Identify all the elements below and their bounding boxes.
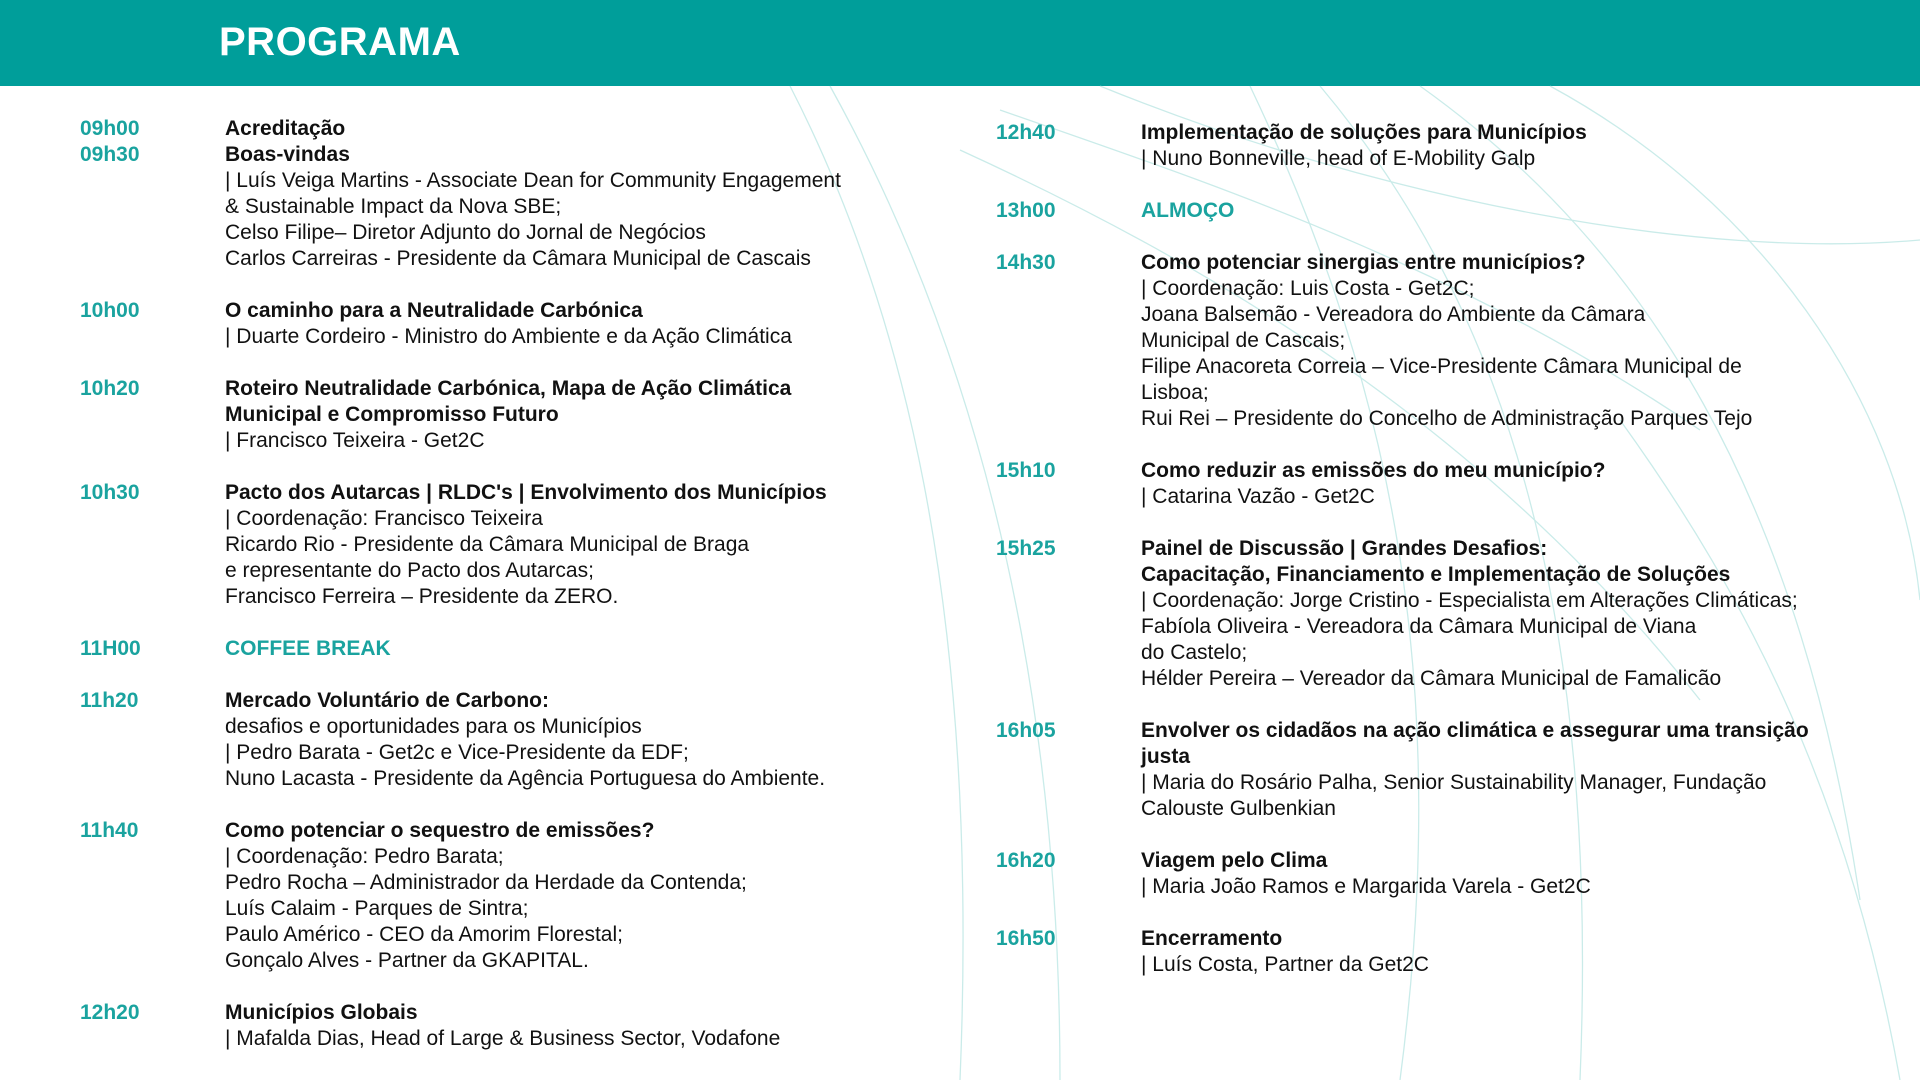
speaker-line: | Duarte Cordeiro - Ministro do Ambiente e da Ação Climática <box>225 325 792 348</box>
schedule-entry <box>996 458 1916 510</box>
session-title: Encerramento <box>1141 927 1283 950</box>
speaker-line: Paulo Américo - CEO da Amorim Florestal; <box>225 923 623 946</box>
session-details <box>225 376 960 454</box>
schedule-entry <box>80 376 960 454</box>
session-details <box>1141 926 1916 978</box>
speaker-line: Carlos Carreiras - Presidente da Câmara Municipal de Cascais <box>225 247 811 270</box>
schedule-right-column <box>996 120 1916 1004</box>
session-details <box>225 116 960 272</box>
time-column <box>80 1000 225 1052</box>
speaker-line: | Coordenação: Pedro Barata; <box>225 845 504 868</box>
time-label: 16h20 <box>996 849 1056 872</box>
speaker-line: desafios e oportunidades para os Municípios <box>225 715 642 738</box>
schedule-entry <box>996 926 1916 978</box>
time-column <box>996 536 1141 692</box>
speaker-line: | Francisco Teixeira - Get2C <box>225 429 485 452</box>
time-column <box>996 458 1141 510</box>
time-label: 13h00 <box>996 199 1056 222</box>
speaker-line: | Mafalda Dias, Head of Large & Business Sector, Vodafone <box>225 1027 781 1050</box>
speaker-line: Lisboa; <box>1141 381 1209 404</box>
page-title: PROGRAMA <box>219 20 461 64</box>
speaker-line: Pedro Rocha – Administrador da Herdade da Contenda; <box>225 871 747 894</box>
schedule-left-column <box>80 116 960 1078</box>
session-details <box>225 1000 960 1052</box>
time-label: 12h40 <box>996 121 1056 144</box>
speaker-line: | Coordenação: Jorge Cristino - Especialista em Alterações Climáticas; <box>1141 589 1798 612</box>
speaker-line: Hélder Pereira – Vereador da Câmara Municipal de Famalicão <box>1141 667 1722 690</box>
session-title: Roteiro Neutralidade Carbónica, Mapa de Ação Climática <box>225 377 792 400</box>
time-label: 16h50 <box>996 927 1056 950</box>
session-title: O caminho para a Neutralidade Carbónica <box>225 299 643 322</box>
time-label: 15h25 <box>996 537 1056 560</box>
session-details <box>1141 536 1916 692</box>
schedule-entry <box>996 198 1916 224</box>
time-label: 15h10 <box>996 459 1056 482</box>
session-title: Acreditação <box>225 117 346 140</box>
session-details <box>225 688 960 792</box>
time-column <box>80 116 225 272</box>
session-title: Capacitação, Financiamento e Implementação de Soluções <box>1141 563 1731 586</box>
schedule-entry <box>80 1000 960 1052</box>
session-title: Como potenciar sinergias entre municípios? <box>1141 251 1586 274</box>
speaker-line: Filipe Anacoreta Correia – Vice-Presidente Câmara Municipal de <box>1141 355 1742 378</box>
session-details <box>1141 250 1916 432</box>
session-details <box>1141 848 1916 900</box>
time-column <box>80 376 225 454</box>
time-column <box>996 198 1141 224</box>
time-label: 14h30 <box>996 251 1056 274</box>
header-bar <box>0 0 1920 86</box>
session-title: Mercado Voluntário de Carbono: <box>225 689 549 712</box>
session-details <box>225 636 960 662</box>
time-label: 11h20 <box>80 689 139 712</box>
time-label: 10h00 <box>80 299 140 322</box>
speaker-line: e representante do Pacto dos Autarcas; <box>225 559 594 582</box>
speaker-line: | Luís Costa, Partner da Get2C <box>1141 953 1429 976</box>
schedule-entry <box>996 120 1916 172</box>
schedule-entry <box>996 718 1916 822</box>
time-column <box>80 636 225 662</box>
time-column <box>80 298 225 350</box>
schedule-entry <box>80 818 960 974</box>
session-title: ALMOÇO <box>1141 199 1235 222</box>
schedule-entry <box>80 480 960 610</box>
speaker-line: Fabíola Oliveira - Vereadora da Câmara Municipal de Viana <box>1141 615 1697 638</box>
speaker-line: | Nuno Bonneville, head of E-Mobility Galp <box>1141 147 1536 170</box>
time-label: 10h30 <box>80 481 140 504</box>
session-title: Boas-vindas <box>225 143 350 166</box>
time-column <box>996 120 1141 172</box>
time-label: 11H00 <box>80 637 141 660</box>
session-details <box>1141 718 1916 822</box>
time-label: 16h05 <box>996 719 1056 742</box>
time-label: 09h00 <box>80 117 140 140</box>
speaker-line: Rui Rei – Presidente do Concelho de Administração Parques Tejo <box>1141 407 1753 430</box>
speaker-line: Ricardo Rio - Presidente da Câmara Municipal de Braga <box>225 533 750 556</box>
speaker-line: Joana Balsemão - Vereadora do Ambiente da Câmara <box>1141 303 1646 326</box>
speaker-line: | Luís Veiga Martins - Associate Dean for Community Engagement <box>225 169 841 192</box>
session-title: Como reduzir as emissões do meu município? <box>1141 459 1606 482</box>
time-column <box>80 480 225 610</box>
speaker-line: | Pedro Barata - Get2c e Vice-Presidente da EDF; <box>225 741 689 764</box>
speaker-line: | Maria João Ramos e Margarida Varela - Get2C <box>1141 875 1591 898</box>
speaker-line: | Coordenação: Luis Costa - Get2C; <box>1141 277 1475 300</box>
schedule-entry <box>80 636 960 662</box>
speaker-line: & Sustainable Impact da Nova SBE; <box>225 195 562 218</box>
speaker-line: | Maria do Rosário Palha, Senior Sustainability Manager, Fundação <box>1141 771 1767 794</box>
speaker-line: Calouste Gulbenkian <box>1141 797 1336 820</box>
session-title: Viagem pelo Clima <box>1141 849 1328 872</box>
time-label: 11h40 <box>80 819 139 842</box>
speaker-line: Francisco Ferreira – Presidente da ZERO. <box>225 585 619 608</box>
session-details <box>1141 198 1916 224</box>
session-details <box>1141 458 1916 510</box>
time-label: 12h20 <box>80 1001 140 1024</box>
session-title: Painel de Discussão | Grandes Desafios: <box>1141 537 1548 560</box>
time-column <box>996 926 1141 978</box>
session-title: justa <box>1141 745 1191 768</box>
speaker-line: do Castelo; <box>1141 641 1248 664</box>
speaker-line: | Coordenação: Francisco Teixeira <box>225 507 543 530</box>
schedule-entry <box>996 536 1916 692</box>
session-title: Implementação de soluções para Municípios <box>1141 121 1587 144</box>
time-column <box>80 818 225 974</box>
session-title: Municipal e Compromisso Futuro <box>225 403 559 426</box>
schedule-entry <box>80 298 960 350</box>
speaker-line: Luís Calaim - Parques de Sintra; <box>225 897 529 920</box>
schedule-entry <box>996 250 1916 432</box>
speaker-line: Gonçalo Alves - Partner da GKAPITAL. <box>225 949 589 972</box>
speaker-line: Nuno Lacasta - Presidente da Agência Portuguesa do Ambiente. <box>225 767 826 790</box>
session-details <box>225 480 960 610</box>
speaker-line: Municipal de Cascais; <box>1141 329 1346 352</box>
session-details <box>225 818 960 974</box>
time-column <box>996 250 1141 432</box>
speaker-line: | Catarina Vazão - Get2C <box>1141 485 1375 508</box>
session-details <box>1141 120 1916 172</box>
time-column <box>996 718 1141 822</box>
session-details <box>225 298 960 350</box>
time-label: 10h20 <box>80 377 140 400</box>
time-column <box>996 848 1141 900</box>
speaker-line: Celso Filipe– Diretor Adjunto do Jornal de Negócios <box>225 221 706 244</box>
schedule-entry <box>80 688 960 792</box>
session-title: Envolver os cidadãos na ação climática e assegurar uma transição <box>1141 719 1809 742</box>
time-label: 09h30 <box>80 143 140 166</box>
session-title: Como potenciar o sequestro de emissões? <box>225 819 655 842</box>
schedule-entry <box>996 848 1916 900</box>
session-title: Pacto dos Autarcas | RLDC's | Envolvimento dos Municípios <box>225 481 827 504</box>
session-title: COFFEE BREAK <box>225 637 391 660</box>
schedule-entry <box>80 116 960 272</box>
time-column <box>80 688 225 792</box>
session-title: Municípios Globais <box>225 1001 418 1024</box>
